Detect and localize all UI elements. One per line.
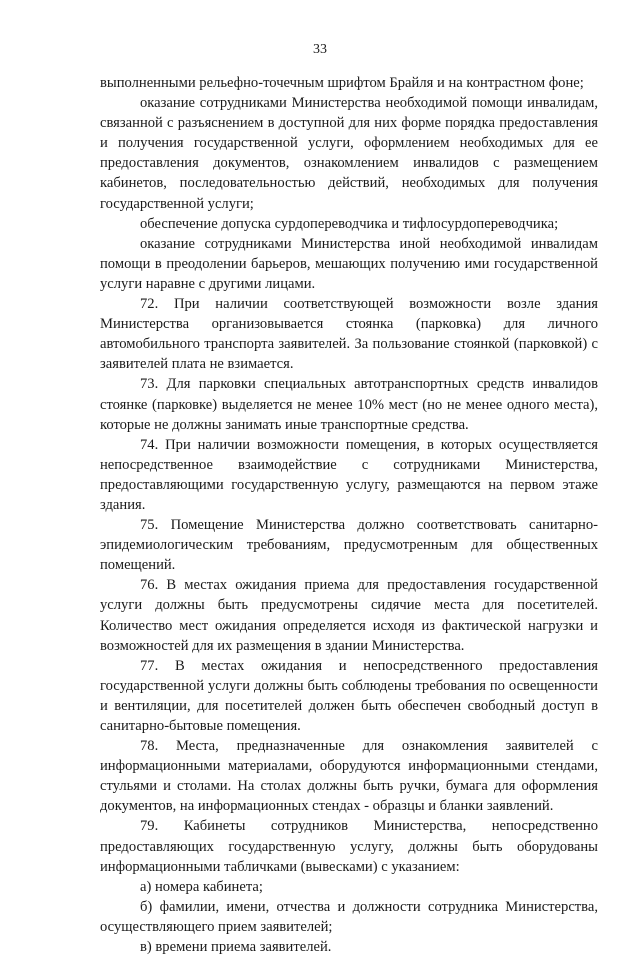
paragraph-75: 75. Помещение Министерства должно соответствовать санитарно-эпидемиологическим требованиям, предусмотренным для общественных помещений. xyxy=(100,517,598,574)
paragraph-79: 79. Кабинеты сотрудников Министерства, непосредственно предоставляющих государственную услугу, должны быть оборудованы информационными табличками (вывесками) с указанием: xyxy=(100,818,598,875)
paragraph-73: 73. Для парковки специальных автотранспортных средств инвалидов стоянке (парковке) выделяется не менее 10% мест (но не менее одного места), которые не должны занимать иные транспортные средства. xyxy=(100,376,598,433)
list-item-v: в) времени приема заявителей. xyxy=(140,939,332,956)
list-item-b: б) фамилии, имени, отчества и должности сотрудника Министерства, осуществляющего прием заявителей; xyxy=(100,898,598,935)
document-body xyxy=(100,73,598,957)
paragraph-78: 78. Места, предназначенные для ознакомления заявителей с информационными материалами, оборудуются информационными стендами, стульями и столами. На столах должны быть ручки, бумага для оформления документов, на информационных стендах - образцы и бланки заявлений. xyxy=(100,738,598,815)
paragraph: оказание сотрудниками Министерства иной необходимой инвалидам помощи в преодолении барьеров, мешающих получению ими государственной услуги наравне с другими лицами. xyxy=(100,235,598,292)
paragraph-72: 72. При наличии соответствующей возможности возле здания Министерства организовывается стоянка (парковка) для личного автомобильного транспорта заявителей. За пользование стоянкой (парковкой) с заявителей плата не взимается. xyxy=(100,296,598,373)
page-number: 33 xyxy=(313,42,327,57)
paragraph: выполненными рельефно-точечным шрифтом Брайля и на контрастном фоне; xyxy=(100,75,584,91)
paragraph: оказание сотрудниками Министерства необходимой помощи инвалидам, связанной с разъяснением в доступной для них форме порядка предоставления и получения государственной услуги, оформлением необходимых для ее предоставления документов, ознакомлением инвалидов с размещением кабинетов, последовательностью действий, необходимых для получения государственной услуги; xyxy=(100,95,598,212)
paragraph: обеспечение допуска сурдопереводчика и тифлосурдопереводчика; xyxy=(140,215,559,232)
paragraph-74: 74. При наличии возможности помещения, в которых осуществляется непосредственное взаимодействие с сотрудниками Министерства, предоставляющими государственную услугу, размещаются на первом этаже здания. xyxy=(100,436,598,513)
paragraph-77: 77. В местах ожидания и непосредственного предоставления государственной услуги должны быть соблюдены требования по освещенности и вентиляции, для посетителей должен быть обеспечен свободный доступ в санитарно-бытовые помещения. xyxy=(100,657,598,734)
paragraph-76: 76. В местах ожидания приема для предоставления государственной услуги должны быть предусмотрены сидячие места для посетителей. Количество мест ожидания определяется исходя из фактической нагрузки и возможностей для их размещения в здании Министерства. xyxy=(100,577,598,654)
list-item-a: а) номера кабинета; xyxy=(140,878,263,895)
